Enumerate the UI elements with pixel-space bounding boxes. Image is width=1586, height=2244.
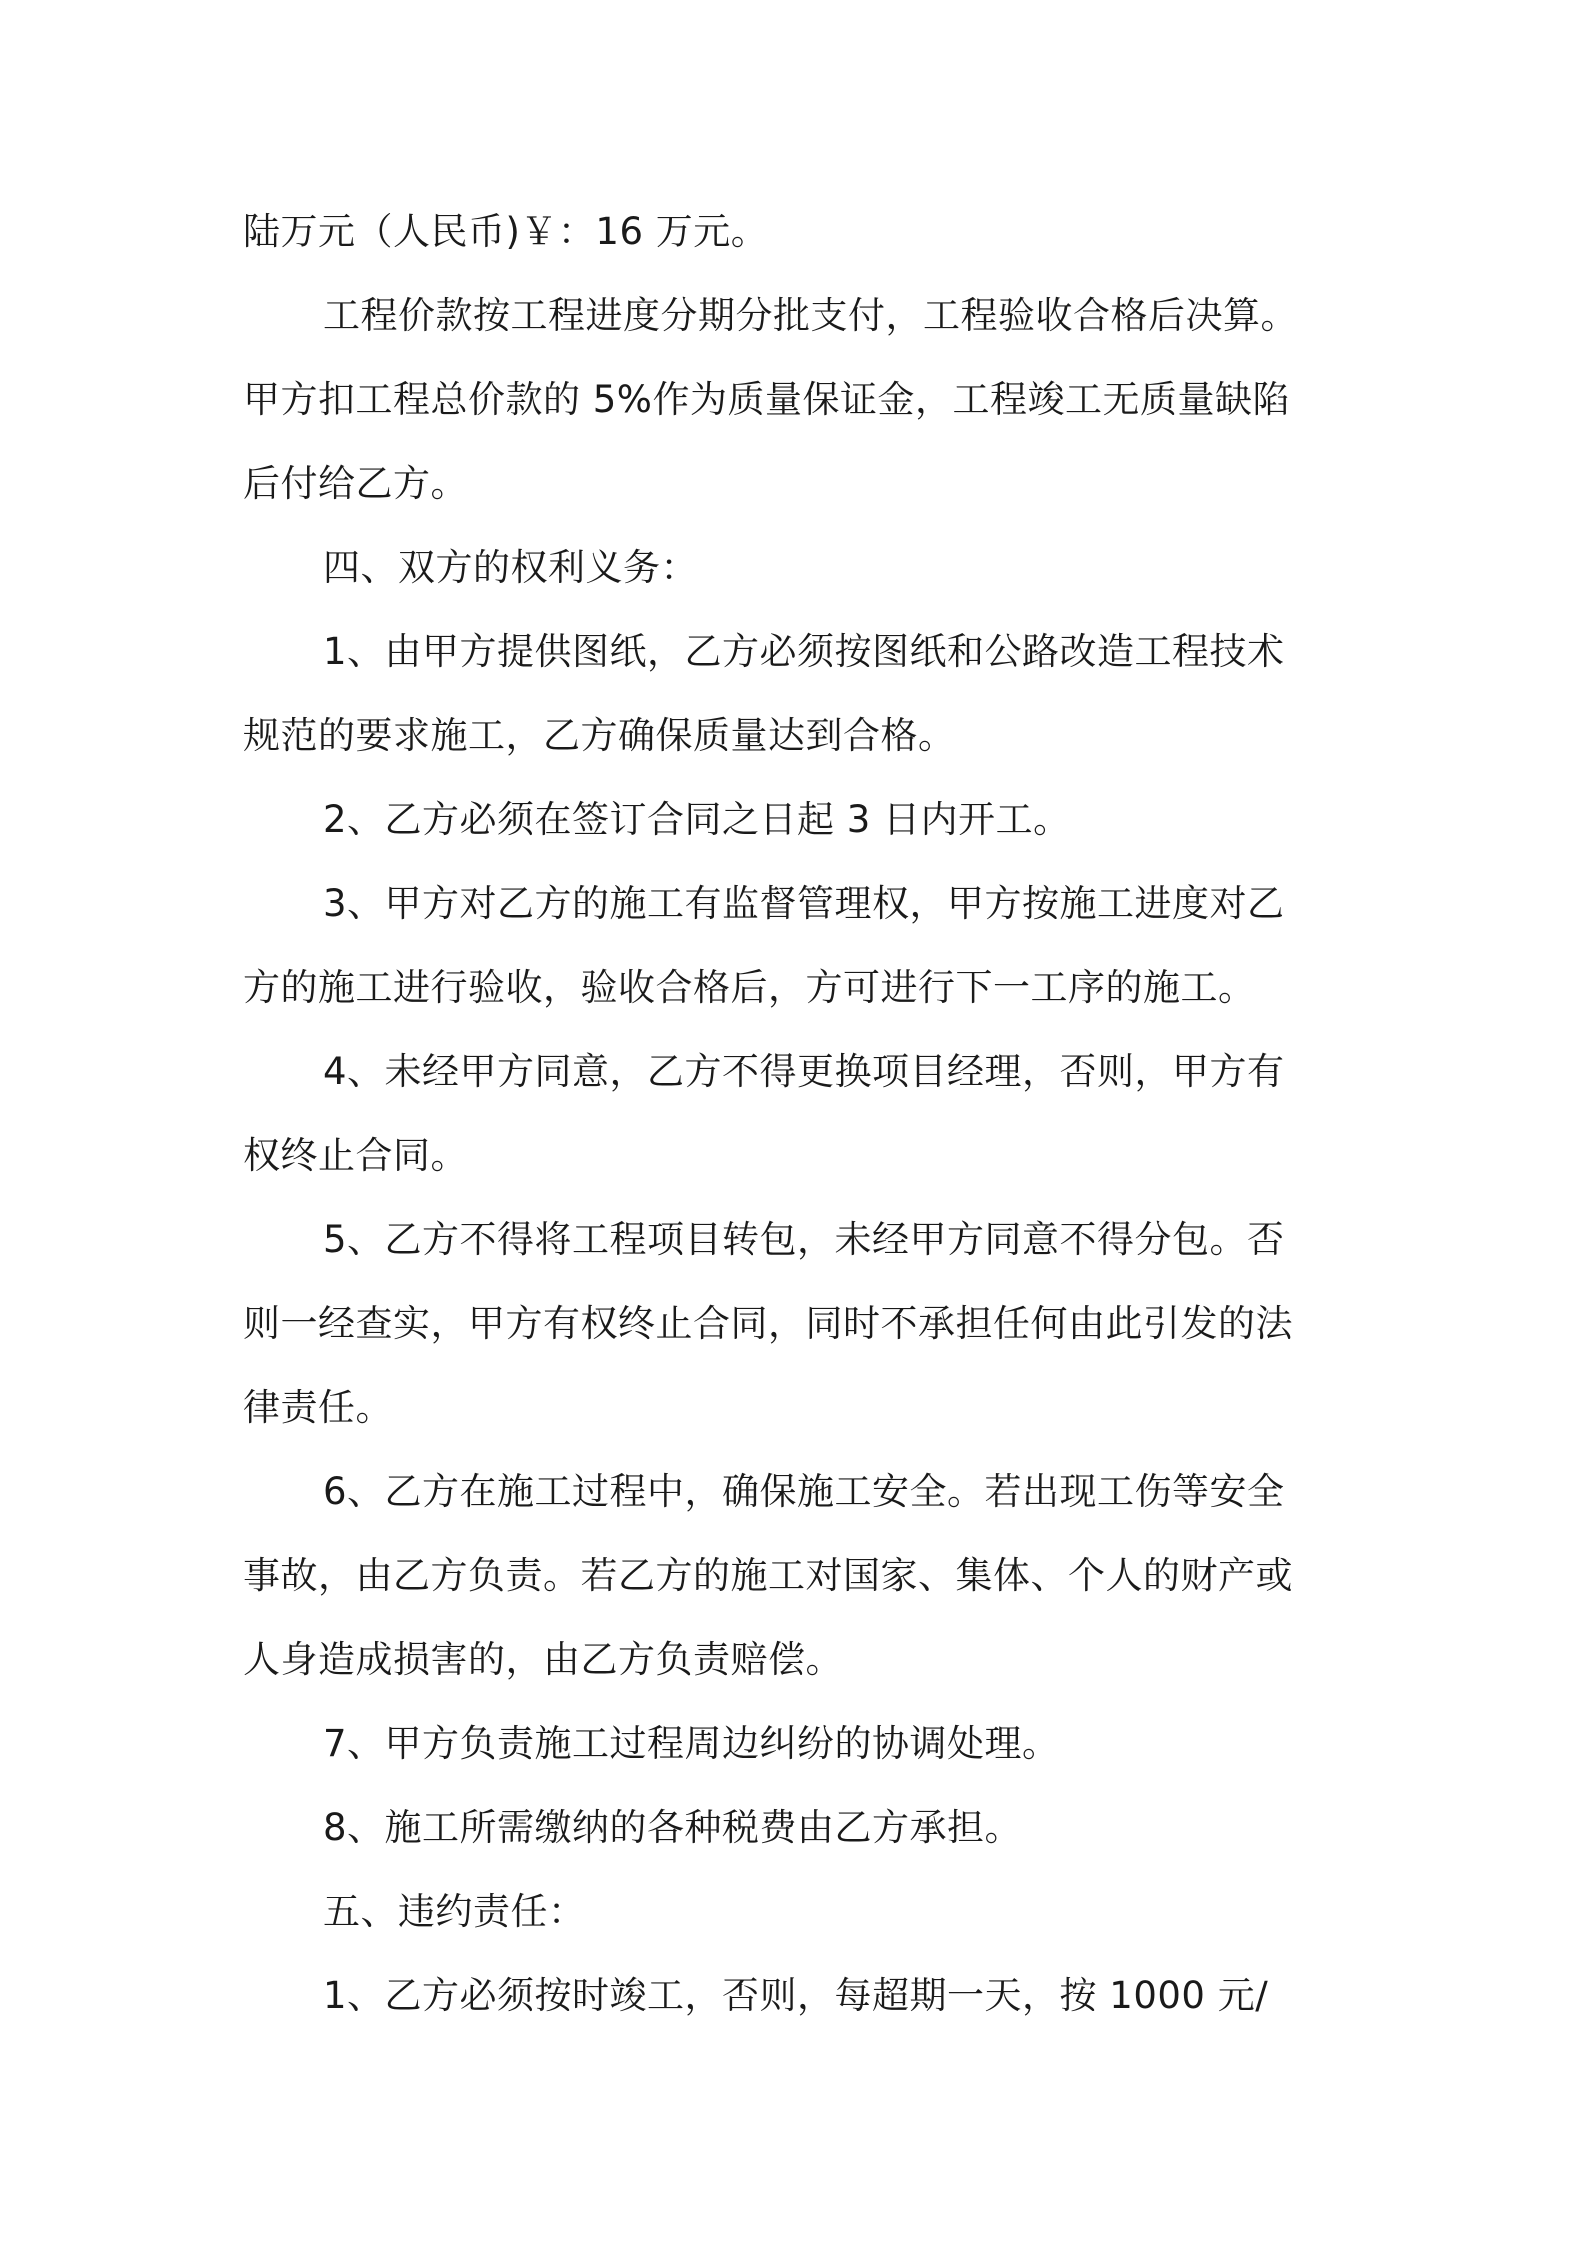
clause-6-line-3: 人身造成损害的，由乙方负责赔偿。 <box>243 1638 843 1681</box>
text-line-retention: 甲方扣工程总价款的 5%作为质量保证金，工程竣工无质量缺陷 <box>243 378 1290 421</box>
clause-3-line-2: 方的施工进行验收，验收合格后，方可进行下一工序的施工。 <box>243 966 1256 1009</box>
clause-7-line-1: 7、甲方负责施工过程周边纠纷的协调处理。 <box>323 1722 1060 1765</box>
document-body <box>243 190 1368 2038</box>
clause-5-line-1: 5、乙方不得将工程项目转包，未经甲方同意不得分包。否 <box>323 1218 1285 1261</box>
clause-4-line-2: 权终止合同。 <box>243 1134 468 1177</box>
clause-5-line-2: 则一经查实，甲方有权终止合同，同时不承担任何由此引发的法 <box>243 1302 1293 1345</box>
breach-clause-1-line-1: 1、乙方必须按时竣工，否则，每超期一天，按 1000 元/ <box>323 1974 1269 2017</box>
clause-1-line-2: 规范的要求施工，乙方确保质量达到合格。 <box>243 714 956 757</box>
clause-1-line-1: 1、由甲方提供图纸，乙方必须按图纸和公路改造工程技术 <box>323 630 1285 673</box>
clause-8-line-1: 8、施工所需缴纳的各种税费由乙方承担。 <box>323 1806 1023 1849</box>
clause-3-line-1: 3、甲方对乙方的施工有监督管理权，甲方按施工进度对乙 <box>323 882 1285 925</box>
clause-4-line-1: 4、未经甲方同意，乙方不得更换项目经理，否则，甲方有 <box>323 1050 1285 1093</box>
section-heading-rights: 四、双方的权利义务： <box>323 546 698 589</box>
clause-5-line-3: 律责任。 <box>243 1386 393 1429</box>
text-line-retention-end: 后付给乙方。 <box>243 462 468 505</box>
text-line-payment: 工程价款按工程进度分期分批支付，工程验收合格后决算。 <box>323 294 1298 337</box>
section-heading-breach: 五、违约责任： <box>323 1890 586 1933</box>
clause-6-line-1: 6、乙方在施工过程中，确保施工安全。若出现工伤等安全 <box>323 1470 1285 1513</box>
text-line-price: 陆万元（人民币)￥：16 万元。 <box>243 210 769 253</box>
clause-6-line-2: 事故，由乙方负责。若乙方的施工对国家、集体、个人的财产或 <box>243 1554 1293 1597</box>
clause-2-line-1: 2、乙方必须在签订合同之日起 3 日内开工。 <box>323 798 1071 841</box>
